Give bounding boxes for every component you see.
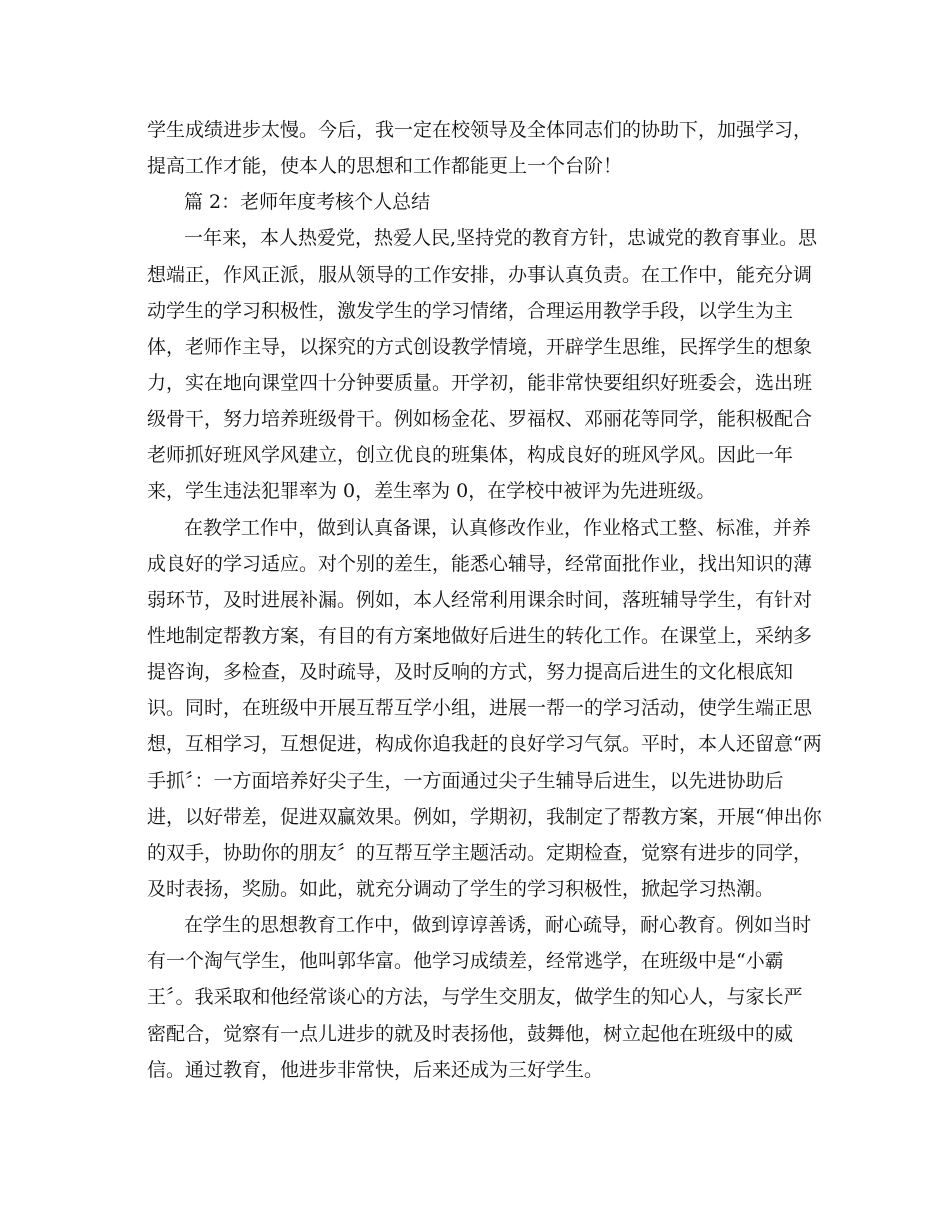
text-line: 动学生的学习积极性，激发学生的学习情绪，合理运用教学手段，以学生为主 [147,299,794,322]
text-line: 来，学生违法犯罪率为 0，差生率为 0，在学校中被评为先进班级。 [147,480,716,503]
text-line: 想，互相学习，互想促进，构成你追我赶的良好学习气氛。平时，本人还留意“两 [147,733,822,756]
text-line: 识。同时，在班级中开展互帮互学小组，进展一帮一的学习活动，使学生端正思 [147,697,813,720]
text-line: 力，实在地向课堂四十分钟要质量。开学初，能非常快要组织好班委会，选出班 [147,371,813,394]
text-line: 提咨询，多检查，及时疏导，及时反响的方式，努力提高后进生的文化根底知 [147,661,794,684]
text-line: 有一个淘气学生，他叫郭华富。他学习成绩差，经常逃学，在班级中是“小霸 [147,950,784,973]
text-line: 性地制定帮教方案，有目的有方案地做好后进生的转化工作。在课堂上，采纳多 [147,624,813,647]
document-body [147,112,827,1088]
text-line: 提高工作才能，使本人的思想和工作都能更上一个台阶！ [147,155,623,178]
text-line: 级骨干，努力培养班级骨干。例如杨金花、罗福权、邓丽花等同学，能积极配合 [147,408,813,431]
text-line: 的双手，协助你的朋友〞的互帮互学主题活动。定期检查，觉察有进步的同学， [147,841,813,864]
paragraph [147,510,827,908]
paragraph [147,907,827,1088]
text-line: 想端正，作风正派，服从领导的工作安排，办事认真负责。在工作中，能充分调 [147,263,813,286]
text-line: 体，老师作主导，以探究的方式创设教学情境，开辟学生思维，民挥学生的想象 [147,335,813,358]
text-line: 王〞。我采取和他经常谈心的方法，与学生交朋友，做学生的知心人，与家长严 [147,986,803,1009]
paragraph [147,220,827,509]
text-line: 手抓〞：一方面培养好尖子生，一方面通过尖子生辅导后进生，以先进协助后 [147,769,784,792]
text-line: 成良好的学习适应。对个别的差生，能悉心辅导，经常面批作业，找出知识的薄 [147,552,813,575]
text-line: 老师抓好班风学风建立，创立优良的班集体，构成良好的班风学风。因此一年 [147,444,794,467]
text-line: 弱环节，及时进展补漏。例如，本人经常利用课余时间，落班辅导学生，有针对 [147,588,813,611]
text-line: 学生成绩进步太慢。今后，我一定在校领导及全体同志们的协助下，加强学习， [147,119,813,141]
text-line: 在学生的思想教育工作中，做到谆谆善诱，耐心疏导，耐心教育。例如当时 [184,914,812,937]
text-line: 进，以好带差，促进双赢效果。例如，学期初，我制定了帮教方案，开展“伸出你 [147,805,822,828]
text-line: 在教学工作中，做到认真备课，认真修改作业，作业格式工整、标准，并养 [184,516,812,539]
text-line: 一年来，本人热爱党，热爱人民,坚持党的教育方针，忠诚党的教育事业。思 [184,227,818,250]
text-line: 密配合，觉察有一点儿进步的就及时表扬他，鼓舞他，树立起他在班级中的威 [147,1022,794,1045]
text-line: 及时表扬，奖励。如此，就充分调动了学生的学习积极性，掀起学习热潮。 [147,877,775,900]
paragraph-continuation [147,112,827,184]
section-heading-text: 篇 2：老师年度考核个人总结 [184,191,431,214]
section-heading [147,184,827,220]
text-line: 信。通过教育，他进步非常快，后来还成为三好学生。 [147,1058,604,1081]
